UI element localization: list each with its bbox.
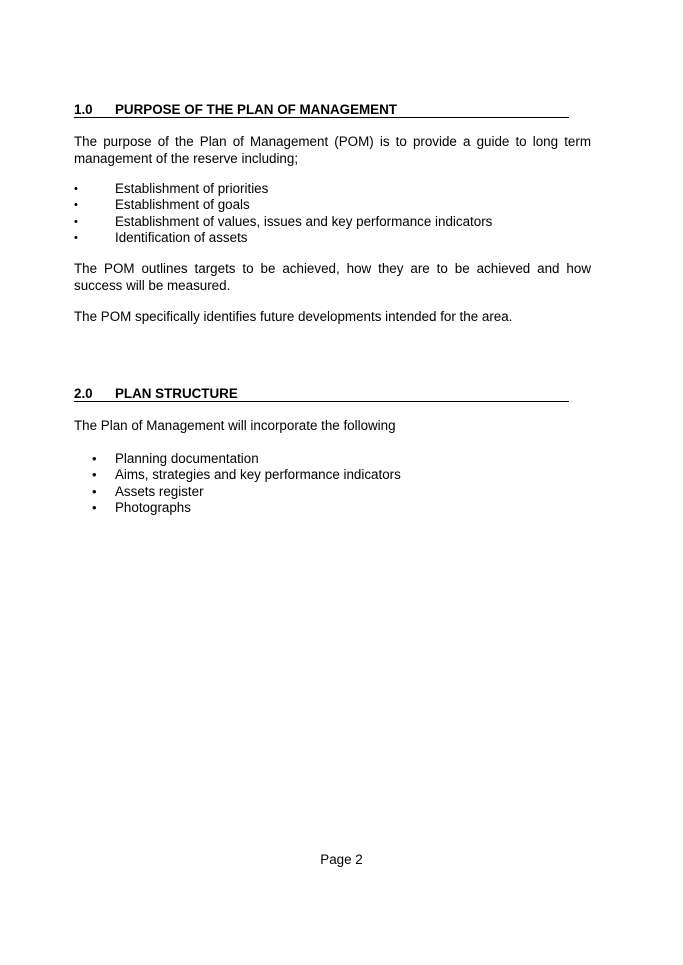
section-2-title: PLAN STRUCTURE <box>115 386 238 401</box>
section-2-number: 2.0 <box>74 386 93 401</box>
section-1-paragraph-2: The POM outlines targets to be achieved, how they are to be achieved and how success will be measured. <box>74 261 591 293</box>
section-2-intro: The Plan of Management will incorporate the following <box>74 418 396 433</box>
bullet-icon: • <box>74 199 78 212</box>
bullet-icon: • <box>74 231 78 244</box>
list-item: • Photographs <box>92 499 191 515</box>
list-item: • Establishment of priorities <box>74 181 269 196</box>
section-1-bullet-list <box>74 181 492 246</box>
bullet-icon: • <box>92 451 97 466</box>
section-1-intro: The purpose of the Plan of Management (POM) is to provide a guide to long term management of the reserve including; <box>74 134 591 166</box>
bullet-icon: • <box>74 183 78 195</box>
bullet-icon: • <box>92 483 97 499</box>
section-2-heading <box>74 386 569 402</box>
bullet-icon: • <box>74 215 78 228</box>
page-number: Page 2 <box>320 852 363 867</box>
section-1-paragraph-3: The POM specifically identifies future developments intended for the area. <box>74 309 513 324</box>
bullet-icon: • <box>92 499 97 515</box>
list-item: • Aims, strategies and key performance indicators <box>92 467 401 483</box>
list-item: • Assets register <box>92 483 204 499</box>
list-item: • Identification of assets <box>74 229 248 245</box>
section-2-bullet-list <box>92 451 401 516</box>
section-1-number: 1.0 <box>74 102 93 117</box>
section-1-heading <box>74 102 569 118</box>
section-1-title: PURPOSE OF THE PLAN OF MANAGEMENT <box>115 102 397 117</box>
list-item: • Establishment of values, issues and key performance indicators <box>74 213 493 229</box>
list-item: • Planning documentation <box>92 451 259 466</box>
bullet-icon: • <box>92 467 97 483</box>
list-item: • Establishment of goals <box>74 197 250 213</box>
